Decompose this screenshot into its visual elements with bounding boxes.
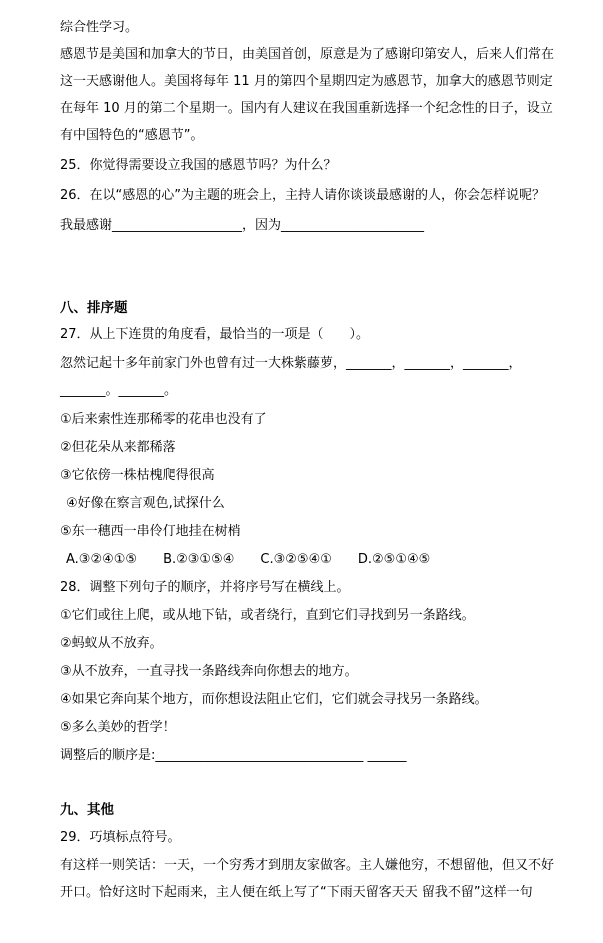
intro-paragraph-line-2: 这一天感谢他人。美国将每年 11 月的第四个星期四定为感恩节，加拿大的感恩节则定 [60,74,553,89]
question-29: 29．巧填标点符号。 [60,830,181,845]
question-29-text-line-2: 开口。恰好这时下起雨来，主人便在纸上写了“下雨天留客天天 留我不留”这样一句 [60,885,533,900]
section-8-heading: 八、排序题 [60,300,128,316]
intro-paragraph-line-1: 感恩节是美国和加拿大的节日，由美国首创，原意是为了感谢印第安人，后来人们常在 [60,47,555,62]
question-27-item-5: ⑤东一穗西一串伶仃地挂在树梢 [60,524,241,539]
question-27-item-3: ③它依傍一株枯槐爬得很高 [60,468,215,483]
question-28: 28．调整下列句子的顺序，并将序号写在横线上。 [60,580,350,595]
question-27-item-4: ④好像在察言观色,试探什么 [66,496,225,511]
question-28-item-1: ①它们或往上爬，或从地下钻，或者绕行，直到它们寻找到另一条路线。 [60,608,475,623]
question-28-item-2: ②蚂蚁从不放弃。 [60,636,163,651]
question-27-item-1: ①后来索性连那稀零的花串也没有了 [60,412,267,427]
question-29-text-line-1: 有这样一则笑话：一天，一个穷秀才到朋友家做客。主人嫌他穷，不想留他，但又不好 [60,858,555,873]
section-9-heading: 九、其他 [60,802,114,818]
question-25: 25．你觉得需要设立我国的感恩节吗？为什么？ [60,158,337,173]
question-27-options: A.③②④①⑤ B.②③①⑤④ C.③②⑤④① D.②⑤①④⑤ [66,552,431,567]
question-28-answer-line: 调整后的顺序是:________________________________ ______ [60,748,407,763]
intro-paragraph-line-3: 在每年 10 月的第二个星期一。国内有人建议在我国重新选择一个纪念性的日子，设立 [60,101,553,116]
question-27: 27．从上下连贯的角度看，最恰当的一项是（ ）。 [60,327,370,342]
question-27-stem-line-2: _______。_______。 [60,383,178,398]
question-26: 26．在以“感恩的心”为主题的班会上，主持人请你谈谈最感谢的人，你会怎样说呢？ [60,188,546,203]
question-27-item-2: ②但花朵从来都稀落 [60,440,176,455]
question-28-item-5: ⑤多么美妙的哲学！ [60,720,176,735]
question-26-fill-in: 我最感谢____________________，因为______________________ [60,218,425,233]
question-28-item-3: ③从不放弃，一直寻找一条路线奔向你想去的地方。 [60,664,358,679]
question-27-stem-line-1: 忽然记起十多年前家门外也曾有过一大株紫藤萝，_______，_______，_______， [60,356,522,371]
intro-line: 综合性学习。 [60,20,139,35]
question-28-item-4: ④如果它奔向某个地方，而你想设法阻止它们，它们就会寻找另一条路线。 [60,692,488,707]
intro-paragraph-line-4: 有中国特色的“感恩节”。 [60,128,204,143]
